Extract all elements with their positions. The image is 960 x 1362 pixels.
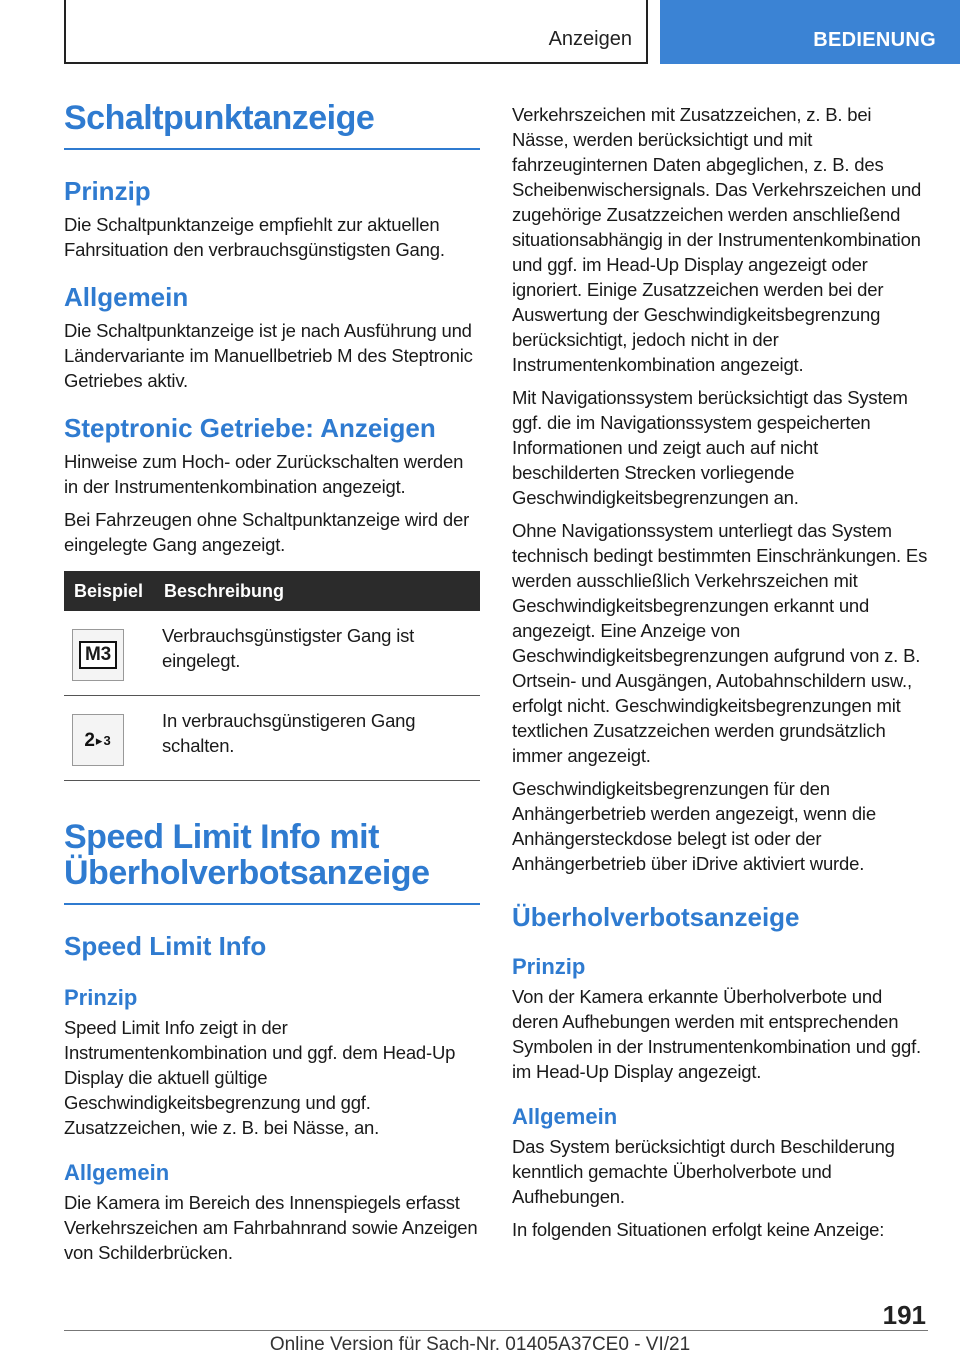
- heading-prinzip: Prinzip: [64, 176, 151, 206]
- shift-from-gear: 2: [84, 729, 96, 751]
- ueb-allgemein-text-2: In folgenden Situationen erfolgt keine Anzeige:: [512, 1219, 885, 1240]
- sli-prinzip-text: Speed Limit Info zeigt in der Instrumentenkombination und ggf. dem Head-Up Display die aktuell gültige Geschwindigkeitsbegrenzung und ggf. Zusatzzeichen, wie z. B. bei Nässe, an.: [64, 1017, 456, 1138]
- heading-speed-limit-info-mit-ueberholverbot: Speed Limit Info mit Überholverbotsanzeige: [64, 819, 480, 905]
- heading-ueberholverbotsanzeige: Überholverbotsanzeige: [512, 902, 800, 932]
- gear-table: [64, 571, 480, 781]
- heading-ueb-prinzip: Prinzip: [512, 954, 586, 979]
- footer-version-text: Online Version für Sach-Nr. 01405A37CE0 - VI/21: [269, 1334, 691, 1355]
- shift-to-gear: 3: [103, 732, 112, 748]
- table-header-beispiel: Beispiel: [64, 571, 154, 611]
- right-paragraph-4: Geschwindigkeitsbegrenzungen für den Anhängerbetrieb werden angezeigt, wenn die Anhängersteckdose belegt ist oder der Anhängerbetrieb über iDrive aktiviert wurde.: [512, 778, 876, 874]
- steptronic-text-2: Bei Fahrzeugen ohne Schaltpunktanzeige wird der eingelegte Gang angezeigt.: [64, 509, 470, 555]
- table-header-row: [64, 571, 480, 611]
- right-column: [512, 102, 928, 1250]
- sli-allgemein-text: Die Kamera im Bereich des Innenspiegels erfasst Verkehrszeichen am Fahrbahnrand sowie Anzeigen von Schilderbrücken.: [64, 1192, 478, 1263]
- table-cell-icon: [64, 696, 154, 781]
- header-section-title: Anzeigen: [548, 28, 632, 50]
- heading-sli-prinzip: Prinzip: [64, 985, 138, 1010]
- heading-ueb-allgemein: Allgemein: [512, 1104, 618, 1129]
- table-cell-text: Verbrauchsgünstigster Gang ist eingelegt.: [154, 611, 480, 696]
- heading-sli-allgemein: Allgemein: [64, 1160, 170, 1185]
- table-cell-icon: [64, 611, 154, 696]
- page-number: 191: [882, 1300, 926, 1330]
- gear-m3-label: M3: [79, 641, 117, 669]
- heading-allgemein: Allgemein: [64, 282, 189, 312]
- ueb-allgemein-text-1: Das System berücksichtigt durch Beschilderung kenntlich gemachte Überholverbote und Aufhebungen.: [512, 1136, 895, 1207]
- table-cell-text: In verbrauchsgünstigeren Gang schalten.: [154, 696, 480, 781]
- steptronic-text-1: Hinweise zum Hoch- oder Zurückschalten werden in der Instrumentenkombination angezeigt.: [64, 451, 464, 497]
- right-paragraph-2: Mit Navigationssystem berücksichtigt das System ggf. die im Navigationssystem gespeicherten Informationen und zeigt auch auf nicht beschilderten Strecken vorliegende Geschwindigkeitsbegrenzungen an.: [512, 387, 908, 508]
- shift-arrow-icon: ▸: [95, 732, 104, 748]
- ueb-prinzip-text: Von der Kamera erkannte Überholverbote und deren Aufhebungen werden mit entsprechenden Symbolen in der Instrumentenkombination und ggf. im Head-Up Display angezeigt.: [512, 986, 921, 1082]
- allgemein-text: Die Schaltpunktanzeige ist je nach Ausführung und Ländervariante im Manuellbetrieb M des Steptronic Getriebes aktiv.: [64, 320, 473, 391]
- heading-steptronic: Steptronic Getriebe: Anzeigen: [64, 413, 436, 443]
- table-row: [64, 611, 480, 696]
- header-chapter-label: BEDIENUNG: [813, 29, 936, 51]
- table-header-beschreibung: Beschreibung: [154, 571, 480, 611]
- prinzip-text: Die Schaltpunktanzeige empfiehlt zur aktuellen Fahrsituation den verbrauchsgünstigsten Gang.: [64, 214, 445, 260]
- shift-up-icon: [72, 714, 124, 766]
- gear-m3-icon: [72, 629, 124, 681]
- header-section-box: [64, 0, 648, 64]
- header-chapter-tab[interactable]: [660, 0, 960, 64]
- right-paragraph-1: Verkehrszeichen mit Zusatzzeichen, z. B. bei Nässe, werden berücksichtigt und mit fahrzeuginternen Daten abgeglichen, z. B. des Scheibenwischersignals. Das Verkehrszeichen und zugehörige Zusatzzeichen werden anschließend situationsabhängig in der Instrumentenkombination und ggf. im Head-Up Display angezeigt oder ignoriert. Einige Zusatzzeichen werden bei der Auswertung der Geschwindigkeitsbegrenzung berücksichtigt, jedoch nicht in der Instrumentenkombination angezeigt.: [512, 104, 922, 375]
- table-row: [64, 696, 480, 781]
- right-paragraph-3: Ohne Navigationssystem unterliegt das System technisch bedingt bestimmten Einschränkungen. Es werden ausschließlich Verkehrszeichen mit Geschwindigkeitsbegrenzungen erkannt und angezeigt. Eine Anzeige von Geschwindigkeitsbegrenzungen aufgrund von z. B. Ortsein- und Ausgängen, Autobahnschildern usw., erfolgt nicht. Geschwindigkeitsbegrenzungen mit textlichen Zusatzzeichen werden grundsätzlich immer angezeigt.: [512, 520, 928, 766]
- heading-schaltpunktanzeige: Schaltpunktanzeige: [64, 100, 480, 150]
- left-column: [64, 100, 480, 1273]
- heading-speed-limit-info: Speed Limit Info: [64, 931, 267, 961]
- footer-divider: [64, 1330, 928, 1331]
